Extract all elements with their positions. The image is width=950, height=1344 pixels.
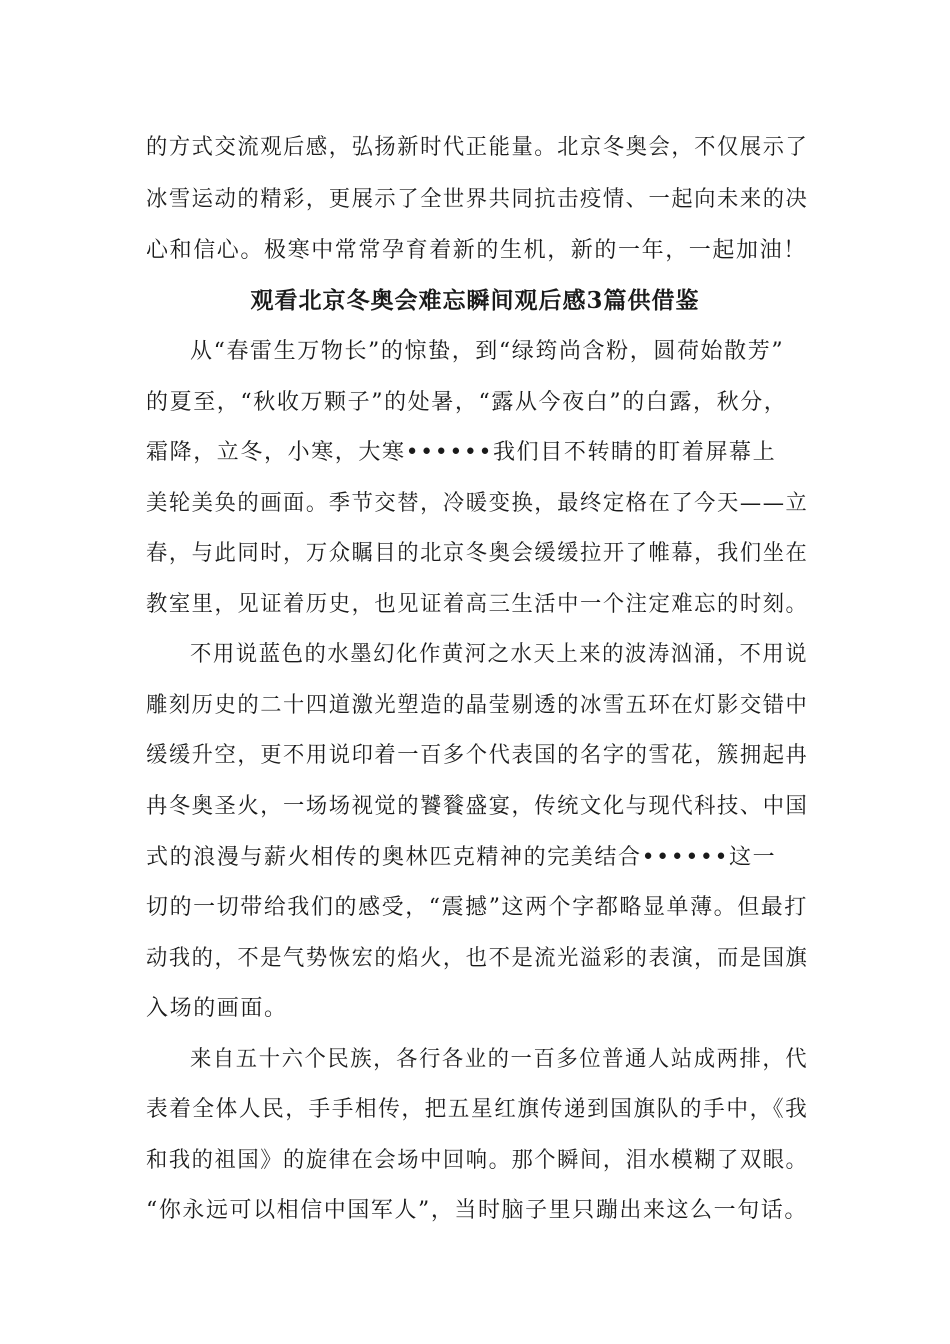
text-line: 入场的画面。 bbox=[146, 996, 288, 1021]
text-line: 冉冬奥圣火，一场场视觉的饕餮盛宴，传统文化与现代科技、中国 bbox=[146, 794, 809, 819]
text-line: 的夏至，“秋收万颗子”的处暑，“露从今夜白”的白露，秋分， bbox=[146, 390, 788, 415]
text-line: 雕刻历史的二十四道激光塑造的晶莹剔透的冰雪五环在灯影交错中 bbox=[146, 693, 809, 718]
text-line: 心和信心。极寒中常常孕育着新的生机，新的一年，一起加油！ bbox=[146, 238, 807, 263]
article-title: 观看北京冬奥会难忘瞬间观后感3篇供借鉴 bbox=[250, 287, 700, 314]
text-line: 教室里，见证着历史，也见证着高三生活中一个注定难忘的时刻。 bbox=[146, 592, 809, 617]
text-line: “你永远可以相信中国军人”，当时脑子里只蹦出来这么一句话。 bbox=[146, 1198, 808, 1223]
text-line: 从“春雷生万物长”的惊蛰，到“绿筠尚含粉，圆荷始散芳” bbox=[190, 339, 785, 364]
text-line: 和我的祖国》的旋律在会场中回响。那个瞬间，泪水模糊了双眼。 bbox=[146, 1148, 809, 1173]
text-line: 霜降，立冬，小寒，大寒••••••我们目不转睛的盯着屏幕上 bbox=[146, 440, 777, 465]
text-line: 的方式交流观后感，弘扬新时代正能量。北京冬奥会，不仅展示了 bbox=[146, 135, 809, 160]
text-line: 来自五十六个民族，各行各业的一百多位普通人站成两排，代 bbox=[190, 1047, 809, 1072]
text-line: 表着全体人民，手手相传，把五星红旗传递到国旗队的手中，《我 bbox=[146, 1097, 809, 1122]
text-line: 动我的，不是气势恢宏的焰火，也不是流光溢彩的表演，而是国旗 bbox=[146, 946, 809, 971]
text-line: 春，与此同时，万众瞩目的北京冬奥会缓缓拉开了帷幕，我们坐在 bbox=[146, 541, 809, 566]
text-line: 不用说蓝色的水墨幻化作黄河之水天上来的波涛汹涌，不用说 bbox=[190, 642, 809, 667]
text-line: 切的一切带给我们的感受，“震撼”这两个字都略显单薄。但最打 bbox=[146, 895, 808, 920]
text-line: 缓缓升空，更不用说印着一百多个代表国的名字的雪花，簇拥起冉 bbox=[146, 743, 809, 768]
text-line: 式的浪漫与薪火相传的奥林匹克精神的完美结合••••••这一 bbox=[146, 845, 777, 870]
text-line: 美轮美奂的画面。季节交替，冷暖变换，最终定格在了今天——立 bbox=[146, 491, 809, 516]
text-line: 冰雪运动的精彩，更展示了全世界共同抗击疫情、一起向未来的决 bbox=[146, 187, 809, 212]
